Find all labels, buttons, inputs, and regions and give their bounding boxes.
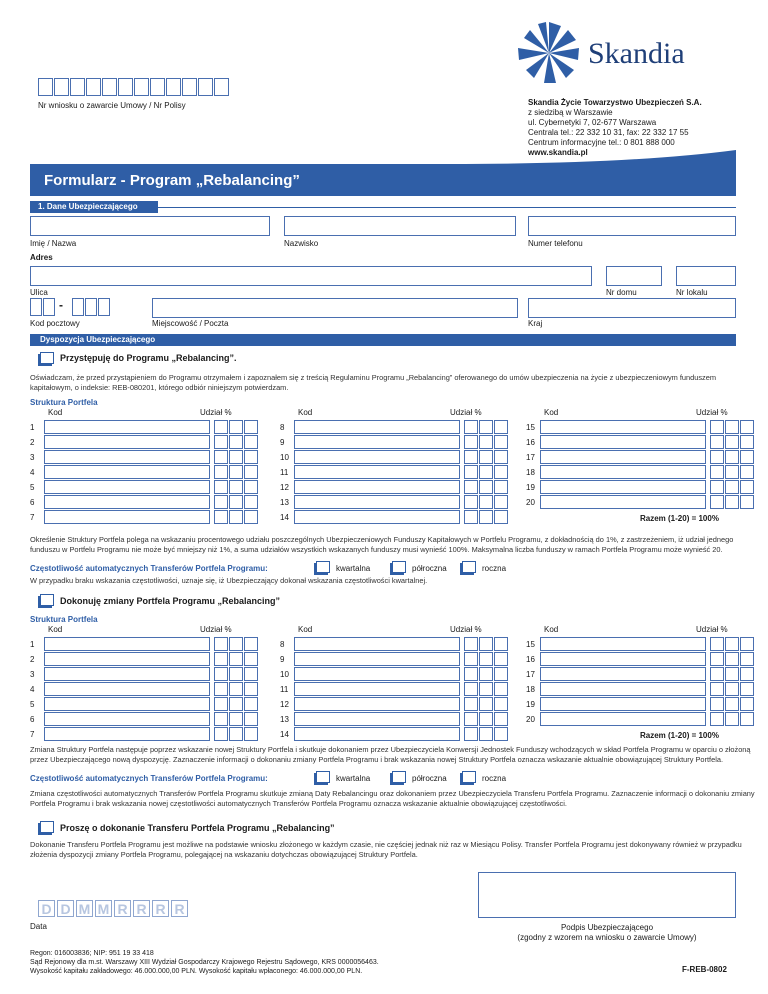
- join-annual-label: roczna: [482, 564, 507, 573]
- change-share-digit-1[interactable]: [464, 652, 478, 666]
- change-share-digit-3[interactable]: [244, 697, 258, 711]
- join-row-number: 3: [30, 453, 35, 462]
- date-boxes[interactable]: [38, 900, 198, 920]
- join-share-digit-3[interactable]: [244, 465, 258, 479]
- date-box[interactable]: D: [57, 900, 74, 917]
- change-share-digit-3[interactable]: [740, 652, 754, 666]
- join-row-number: 15: [526, 423, 535, 432]
- join-row-number: 4: [30, 468, 35, 477]
- change-fund-code-field[interactable]: [44, 637, 210, 651]
- join-share-digit-3[interactable]: [494, 465, 508, 479]
- join-share-digit-2[interactable]: [229, 495, 243, 509]
- join-share-digit-1[interactable]: [214, 450, 228, 464]
- join-row-number: 14: [280, 513, 289, 522]
- change-share-digit-3[interactable]: [244, 667, 258, 681]
- change-share-digit-3[interactable]: [494, 697, 508, 711]
- join-row-number: 13: [280, 498, 289, 507]
- change-share-digit-3[interactable]: [244, 637, 258, 651]
- date-box[interactable]: R: [152, 900, 169, 917]
- first-name-label: Imię / Nazwa: [30, 239, 77, 248]
- change-row-number: 17: [526, 670, 535, 679]
- join-share-digit-3[interactable]: [244, 480, 258, 494]
- page-title: Formularz - Program „Rebalancing”: [44, 172, 300, 189]
- change-udzial-header: Udział %: [450, 625, 482, 634]
- change-share-digit-3[interactable]: [244, 652, 258, 666]
- join-share-digit-3[interactable]: [244, 435, 258, 449]
- change-share-digit-3[interactable]: [494, 667, 508, 681]
- change-fund-code-field[interactable]: [540, 667, 706, 681]
- phone-label: Numer telefonu: [528, 239, 583, 248]
- join-statement-2: kapitałowym, o indeksie: REB-080201, którego odbiór niniejszym potwierdzam.: [30, 383, 289, 392]
- change-share-digit-3[interactable]: [494, 727, 508, 741]
- change-share-digit-1[interactable]: [710, 667, 724, 681]
- house-number-field[interactable]: [606, 266, 662, 286]
- change-row-number: 19: [526, 700, 535, 709]
- join-kod-header: Kod: [48, 408, 63, 417]
- change-quarterly-label: kwartalna: [336, 774, 371, 783]
- change-share-digit-2[interactable]: [725, 667, 739, 681]
- change-row-number: 18: [526, 685, 535, 694]
- join-semiannual-checkbox[interactable]: [392, 561, 406, 573]
- change-row-number: 1: [30, 640, 35, 649]
- country-label: Kraj: [528, 319, 543, 328]
- company-line4: Centrum informacyjne tel.: 0 801 888 000: [528, 138, 675, 147]
- change-share-digit-2[interactable]: [229, 637, 243, 651]
- change-share-digit-2[interactable]: [479, 637, 493, 651]
- first-name-field[interactable]: [30, 216, 270, 236]
- change-fund-code-field[interactable]: [294, 727, 460, 741]
- change-row-number: 20: [526, 715, 535, 724]
- join-row-number: 7: [30, 513, 35, 522]
- date-box[interactable]: R: [133, 900, 150, 917]
- join-kod-header: Kod: [544, 408, 559, 417]
- change-fund-code-field[interactable]: [294, 637, 460, 651]
- join-fund-code-field[interactable]: [294, 465, 460, 479]
- change-share-digit-3[interactable]: [244, 727, 258, 741]
- change-fund-code-field[interactable]: [44, 712, 210, 726]
- join-share-digit-3[interactable]: [244, 495, 258, 509]
- join-udzial-header: Udział %: [696, 408, 728, 417]
- change-share-digit-1[interactable]: [214, 652, 228, 666]
- change-annual-checkbox[interactable]: [462, 771, 476, 783]
- join-row-number: 8: [280, 423, 285, 432]
- join-fund-code-field[interactable]: [540, 435, 706, 449]
- join-row-number: 12: [280, 483, 289, 492]
- change-total-label: Razem (1-20) = 100%: [640, 731, 719, 740]
- change-fund-code-field[interactable]: [540, 652, 706, 666]
- change-annual-label: roczna: [482, 774, 507, 783]
- signature-label-2: (zgodny z wzorem na wniosku o zawarcie Umowy): [517, 933, 697, 942]
- join-share-digit-2[interactable]: [229, 510, 243, 524]
- join-fund-code-field[interactable]: [294, 450, 460, 464]
- change-share-digit-2[interactable]: [229, 667, 243, 681]
- join-fund-code-field[interactable]: [540, 465, 706, 479]
- join-frequency-label: Częstotliwość automatycznych Transferów Portfela Programu:: [30, 564, 268, 573]
- join-annual-checkbox[interactable]: [462, 561, 476, 573]
- change-fund-code-field[interactable]: [44, 667, 210, 681]
- join-share-digit-1[interactable]: [464, 480, 478, 494]
- join-share-digit-3[interactable]: [740, 420, 754, 434]
- join-share-digit-1[interactable]: [464, 495, 478, 509]
- change-share-digit-2[interactable]: [229, 682, 243, 696]
- join-share-digit-2[interactable]: [479, 450, 493, 464]
- phone-field[interactable]: [528, 216, 736, 236]
- portfolio-table-change: [30, 625, 736, 743]
- join-share-digit-2[interactable]: [229, 420, 243, 434]
- change-share-digit-2[interactable]: [479, 667, 493, 681]
- join-semiannual-label: półroczna: [412, 564, 447, 573]
- join-row-number: 20: [526, 498, 535, 507]
- join-fund-code-field[interactable]: [294, 480, 460, 494]
- house-number-label: Nr domu: [606, 288, 637, 297]
- join-fund-code-field[interactable]: [44, 450, 210, 464]
- join-kod-header: Kod: [298, 408, 313, 417]
- join-share-digit-2[interactable]: [725, 480, 739, 494]
- join-note-1: Określenie Struktury Portfela polega na wskazaniu procentowego udziału poszczególnych Ubezpieczeniowych Funduszy Kapitałowych w Portfelu Programu, z dokładnością do 1%, z zastrzeżeniem, iż udział jednego: [30, 535, 734, 544]
- change-share-digit-2[interactable]: [725, 637, 739, 651]
- change-share-digit-2[interactable]: [725, 712, 739, 726]
- change-row-number: 7: [30, 730, 35, 739]
- change-fund-code-field[interactable]: [294, 667, 460, 681]
- date-label: Data: [30, 922, 47, 931]
- join-share-digit-2[interactable]: [479, 420, 493, 434]
- postcode-label: Kod pocztowy: [30, 319, 80, 328]
- join-program-checkbox[interactable]: [40, 352, 54, 364]
- join-share-digit-1[interactable]: [464, 435, 478, 449]
- transfer-text-1: Dokonanie Transferu Portfela Programu jest możliwe na podstawie wniosku złożonego w każdym czasie, nie częściej jednak niż raz w Miesiącu Polisy. Transfer Portfela Programu jest dokonywany również w przypadku: [30, 840, 742, 849]
- change-share-digit-3[interactable]: [244, 682, 258, 696]
- join-share-digit-1[interactable]: [710, 495, 724, 509]
- join-share-digit-3[interactable]: [244, 450, 258, 464]
- join-share-digit-3[interactable]: [740, 495, 754, 509]
- change-share-digit-2[interactable]: [479, 727, 493, 741]
- join-udzial-header: Udział %: [200, 408, 232, 417]
- postcode-dash: -: [59, 298, 63, 312]
- join-share-digit-1[interactable]: [464, 450, 478, 464]
- change-frequency-note-1: Zmiana częstotliwości automatycznych Transferów Portfela Programu skutkuje zmianą Daty Rebalancingu oraz dokonaniem przez Ubezpieczyciela Transferu Portfela Programu. Zaznaczenie informacji o dokonaniu zmiany: [30, 789, 755, 798]
- change-share-digit-3[interactable]: [740, 712, 754, 726]
- change-share-digit-1[interactable]: [464, 697, 478, 711]
- city-label: Miejscowość / Poczta: [152, 319, 229, 328]
- change-share-digit-1[interactable]: [214, 682, 228, 696]
- change-share-digit-2[interactable]: [725, 697, 739, 711]
- join-share-digit-1[interactable]: [710, 465, 724, 479]
- join-share-digit-1[interactable]: [710, 420, 724, 434]
- change-row-number: 12: [280, 700, 289, 709]
- join-share-digit-3[interactable]: [740, 480, 754, 494]
- change-row-number: 9: [280, 655, 285, 664]
- change-row-number: 4: [30, 685, 35, 694]
- join-fund-code-field[interactable]: [540, 495, 706, 509]
- change-share-digit-1[interactable]: [214, 667, 228, 681]
- change-share-digit-1[interactable]: [710, 682, 724, 696]
- change-share-digit-3[interactable]: [740, 667, 754, 681]
- flat-number-label: Nr lokalu: [676, 288, 708, 297]
- join-share-digit-2[interactable]: [725, 465, 739, 479]
- change-share-digit-2[interactable]: [229, 712, 243, 726]
- join-row-number: 16: [526, 438, 535, 447]
- footer-capital: Wysokość kapitału zakładowego: 46.000.000,00 PLN. Wysokość kapitału wpłaconego: 46.000.000,00 PLN.: [30, 968, 363, 975]
- change-udzial-header: Udział %: [200, 625, 232, 634]
- join-share-digit-2[interactable]: [229, 435, 243, 449]
- join-row-number: 17: [526, 453, 535, 462]
- join-share-digit-1[interactable]: [214, 465, 228, 479]
- join-fund-code-field[interactable]: [44, 495, 210, 509]
- join-share-digit-3[interactable]: [494, 480, 508, 494]
- change-row-number: 10: [280, 670, 289, 679]
- join-row-number: 5: [30, 483, 35, 492]
- street-field[interactable]: [30, 266, 592, 286]
- transfer-checkbox[interactable]: [40, 821, 54, 833]
- change-row-number: 5: [30, 700, 35, 709]
- change-kod-header: Kod: [48, 625, 63, 634]
- change-share-digit-1[interactable]: [214, 697, 228, 711]
- change-share-digit-3[interactable]: [740, 637, 754, 651]
- form-code: F-REB-0802: [682, 965, 727, 974]
- join-row-number: 10: [280, 453, 289, 462]
- change-fund-code-field[interactable]: [540, 682, 706, 696]
- country-field[interactable]: [528, 298, 736, 318]
- change-share-digit-2[interactable]: [479, 652, 493, 666]
- join-share-digit-2[interactable]: [229, 480, 243, 494]
- change-semiannual-label: półroczna: [412, 774, 447, 783]
- join-udzial-header: Udział %: [450, 408, 482, 417]
- join-row-number: 9: [280, 438, 285, 447]
- change-share-digit-1[interactable]: [710, 712, 724, 726]
- date-box[interactable]: M: [95, 900, 112, 917]
- join-share-digit-2[interactable]: [725, 450, 739, 464]
- change-share-digit-1[interactable]: [464, 727, 478, 741]
- change-frequency-label: Częstotliwość automatycznych Transferów Portfela Programu:: [30, 774, 268, 783]
- change-portfolio-checkbox[interactable]: [40, 594, 54, 606]
- change-share-digit-3[interactable]: [494, 712, 508, 726]
- company-web[interactable]: www.skandia.pl: [528, 148, 588, 157]
- change-row-number: 14: [280, 730, 289, 739]
- join-fund-code-field[interactable]: [294, 495, 460, 509]
- change-share-digit-1[interactable]: [464, 712, 478, 726]
- join-fund-code-field[interactable]: [44, 465, 210, 479]
- join-share-digit-3[interactable]: [740, 435, 754, 449]
- change-semiannual-checkbox[interactable]: [392, 771, 406, 783]
- transfer-title: Proszę o dokonanie Transferu Portfela Programu „Rebalancing”: [60, 823, 335, 833]
- change-share-digit-1[interactable]: [214, 712, 228, 726]
- footer-court: Sąd Rejonowy dla m.st. Warszawy XIII Wydział Gospodarczy Krajowego Rejestru Sądowego, KRS 0000056463.: [30, 959, 379, 966]
- change-row-number: 13: [280, 715, 289, 724]
- change-kod-header: Kod: [544, 625, 559, 634]
- join-share-digit-2[interactable]: [479, 480, 493, 494]
- join-share-digit-2[interactable]: [229, 450, 243, 464]
- change-share-digit-2[interactable]: [229, 697, 243, 711]
- join-share-digit-1[interactable]: [710, 450, 724, 464]
- change-quarterly-checkbox[interactable]: [316, 771, 330, 783]
- address-heading: Adres: [30, 253, 53, 262]
- join-row-number: 2: [30, 438, 35, 447]
- surname-label: Nazwisko: [284, 239, 319, 248]
- join-row-number: 11: [280, 468, 289, 477]
- change-share-digit-2[interactable]: [229, 652, 243, 666]
- change-fund-code-field[interactable]: [540, 637, 706, 651]
- join-fund-code-field[interactable]: [44, 435, 210, 449]
- brand-name: Skandia: [588, 37, 685, 70]
- change-fund-code-field[interactable]: [294, 697, 460, 711]
- join-program-title: Przystępuję do Programu „Rebalancing”.: [60, 353, 237, 363]
- company-line3: Centrala tel.: 22 332 10 31, fax: 22 332 17 55: [528, 128, 689, 137]
- date-box[interactable]: R: [171, 900, 188, 917]
- change-fund-code-field[interactable]: [44, 727, 210, 741]
- join-share-digit-3[interactable]: [740, 450, 754, 464]
- join-share-digit-2[interactable]: [725, 495, 739, 509]
- join-share-digit-3[interactable]: [494, 495, 508, 509]
- change-share-digit-3[interactable]: [244, 712, 258, 726]
- join-share-digit-2[interactable]: [479, 510, 493, 524]
- policy-label: Nr wniosku o zawarcie Umowy / Nr Polisy: [38, 101, 186, 110]
- date-box[interactable]: M: [76, 900, 93, 917]
- surname-field[interactable]: [284, 216, 516, 236]
- change-frequency-note-2: Portfela Programu i brak wskazania nowej częstotliwości automatycznych Transferów Portfela Programu oznacza wskazanie aktualnie obowiązującej częstotliwości.: [30, 799, 567, 808]
- join-row-number: 19: [526, 483, 535, 492]
- change-share-digit-3[interactable]: [740, 682, 754, 696]
- change-share-digit-3[interactable]: [494, 682, 508, 696]
- join-share-digit-1[interactable]: [464, 420, 478, 434]
- change-share-digit-3[interactable]: [494, 652, 508, 666]
- change-note-1: Zmiana Struktury Portfela następuje poprzez wskazanie nowej Struktury Portfela i skutkuje dokonaniem przez Ubezpieczyciela Konwersji Jednostek Funduszy wchodzących w skład Portfela Programu w oparciu o złożoną: [30, 745, 751, 754]
- join-statement-1: Oświadczam, że przed przystąpieniem do Programu otrzymałem i zapoznałem się z treścią Regulaminu Programu „Rebalancing” oferowanego do umów ubezpieczenia na życie z ubezpieczeniowym funduszem: [30, 373, 717, 382]
- change-share-digit-1[interactable]: [214, 637, 228, 651]
- join-row-number: 18: [526, 468, 535, 477]
- change-share-digit-1[interactable]: [214, 727, 228, 741]
- date-box[interactable]: R: [114, 900, 131, 917]
- change-fund-code-field[interactable]: [540, 712, 706, 726]
- street-label: Ulica: [30, 288, 48, 297]
- join-fund-code-field[interactable]: [540, 420, 706, 434]
- flat-number-field[interactable]: [676, 266, 736, 286]
- join-note-2: funduszu w Portfelu Programu nie może być mniejszy niż 1%, a suma udziałów wszystkich wskazanych funduszy musi wynieść 100%. Maksymalna liczba funduszy w ramach Portfela Programu może wynieść 20.: [30, 545, 723, 554]
- date-box[interactable]: D: [38, 900, 55, 917]
- portfolio-table-join: [30, 408, 736, 526]
- change-row-number: 16: [526, 655, 535, 664]
- change-fund-code-field[interactable]: [294, 652, 460, 666]
- join-share-digit-1[interactable]: [464, 465, 478, 479]
- join-row-number: 6: [30, 498, 35, 507]
- join-share-digit-3[interactable]: [494, 420, 508, 434]
- join-share-digit-2[interactable]: [725, 420, 739, 434]
- change-share-digit-2[interactable]: [725, 652, 739, 666]
- join-fund-code-field[interactable]: [294, 435, 460, 449]
- join-share-digit-2[interactable]: [229, 465, 243, 479]
- join-fund-code-field[interactable]: [294, 510, 460, 524]
- join-share-digit-2[interactable]: [479, 435, 493, 449]
- join-share-digit-1[interactable]: [214, 435, 228, 449]
- join-share-digit-1[interactable]: [214, 495, 228, 509]
- join-total-label: Razem (1-20) = 100%: [640, 514, 719, 523]
- change-row-number: 8: [280, 640, 285, 649]
- join-frequency-note: W przypadku braku wskazania częstotliwości, uznaje się, iż Ubezpieczający dokonał wskazania częstotliwości kwartalnej.: [30, 576, 428, 585]
- change-portfolio-title: Dokonuję zmiany Portfela Programu „Rebalancing”: [60, 596, 281, 606]
- join-share-digit-1[interactable]: [214, 480, 228, 494]
- join-fund-code-field[interactable]: [540, 450, 706, 464]
- join-share-digit-3[interactable]: [244, 510, 258, 524]
- join-share-digit-3[interactable]: [244, 420, 258, 434]
- join-share-digit-2[interactable]: [479, 465, 493, 479]
- section2-header: Dyspozycja Ubezpieczającego: [30, 334, 736, 346]
- change-share-digit-1[interactable]: [710, 697, 724, 711]
- join-share-digit-1[interactable]: [214, 420, 228, 434]
- change-share-digit-1[interactable]: [464, 637, 478, 651]
- footer-regon: Regon: 016003836; NIP: 951 19 33 418: [30, 950, 154, 957]
- change-row-number: 6: [30, 715, 35, 724]
- change-share-digit-2[interactable]: [725, 682, 739, 696]
- change-row-number: 15: [526, 640, 535, 649]
- join-quarterly-checkbox[interactable]: [316, 561, 330, 573]
- change-kod-header: Kod: [298, 625, 313, 634]
- change-share-digit-1[interactable]: [464, 682, 478, 696]
- join-fund-code-field[interactable]: [44, 420, 210, 434]
- city-field[interactable]: [152, 298, 518, 318]
- transfer-text-2: złożenia dyspozycji zmiany Portfela Programu, polegającej na wskazaniu dotychczas obowiązującej Struktury Portfela.: [30, 850, 418, 859]
- change-share-digit-3[interactable]: [740, 697, 754, 711]
- join-fund-code-field[interactable]: [294, 420, 460, 434]
- join-share-digit-1[interactable]: [710, 435, 724, 449]
- postcode-boxes[interactable]: [30, 298, 145, 318]
- change-fund-code-field[interactable]: [294, 712, 460, 726]
- join-share-digit-1[interactable]: [214, 510, 228, 524]
- change-share-digit-2[interactable]: [479, 697, 493, 711]
- join-share-digit-3[interactable]: [494, 450, 508, 464]
- change-fund-code-field[interactable]: [44, 682, 210, 696]
- change-fund-code-field[interactable]: [44, 652, 210, 666]
- change-share-digit-1[interactable]: [710, 652, 724, 666]
- join-share-digit-2[interactable]: [479, 495, 493, 509]
- signature-field[interactable]: [478, 872, 736, 918]
- change-note-2: przez Ubezpieczającego nową dyspozycję. Zaznaczenie informacji o dokonaniu zmiany Portfela Programu i brak wskazania nowej Struktury Portfela oznacza wskazanie aktualnie obowiązującej Struktury Portfela.: [30, 755, 724, 764]
- change-fund-code-field[interactable]: [540, 697, 706, 711]
- change-row-number: 3: [30, 670, 35, 679]
- join-fund-code-field[interactable]: [44, 510, 210, 524]
- change-share-digit-2[interactable]: [479, 682, 493, 696]
- join-share-digit-3[interactable]: [494, 435, 508, 449]
- join-fund-code-field[interactable]: [540, 480, 706, 494]
- signature-label-1: Podpis Ubezpieczającego: [560, 923, 654, 932]
- change-fund-code-field[interactable]: [44, 697, 210, 711]
- join-fund-code-field[interactable]: [44, 480, 210, 494]
- change-share-digit-3[interactable]: [494, 637, 508, 651]
- change-share-digit-2[interactable]: [229, 727, 243, 741]
- skandia-logo-icon: [516, 20, 582, 86]
- change-share-digit-2[interactable]: [479, 712, 493, 726]
- company-name: Skandia Życie Towarzystwo Ubezpieczeń S.A.: [528, 98, 702, 107]
- change-share-digit-1[interactable]: [464, 667, 478, 681]
- join-share-digit-3[interactable]: [740, 465, 754, 479]
- change-udzial-header: Udział %: [696, 625, 728, 634]
- join-row-number: 1: [30, 423, 35, 432]
- company-line2: ul. Cybernetyki 7, 02-677 Warszawa: [528, 118, 657, 127]
- change-share-digit-1[interactable]: [710, 637, 724, 651]
- join-quarterly-label: kwartalna: [336, 564, 371, 573]
- join-share-digit-1[interactable]: [464, 510, 478, 524]
- join-share-digit-1[interactable]: [710, 480, 724, 494]
- change-fund-code-field[interactable]: [294, 682, 460, 696]
- join-share-digit-2[interactable]: [725, 435, 739, 449]
- change-structure-heading: Struktura Portfela: [30, 615, 98, 624]
- change-row-number: 2: [30, 655, 35, 664]
- section1-header: 1. Dane Ubezpieczającego: [30, 201, 158, 213]
- change-row-number: 11: [280, 685, 289, 694]
- join-structure-heading: Struktura Portfela: [30, 398, 98, 407]
- company-line1: z siedzibą w Warszawie: [528, 108, 613, 117]
- join-share-digit-3[interactable]: [494, 510, 508, 524]
- policy-number-boxes[interactable]: [38, 78, 224, 98]
